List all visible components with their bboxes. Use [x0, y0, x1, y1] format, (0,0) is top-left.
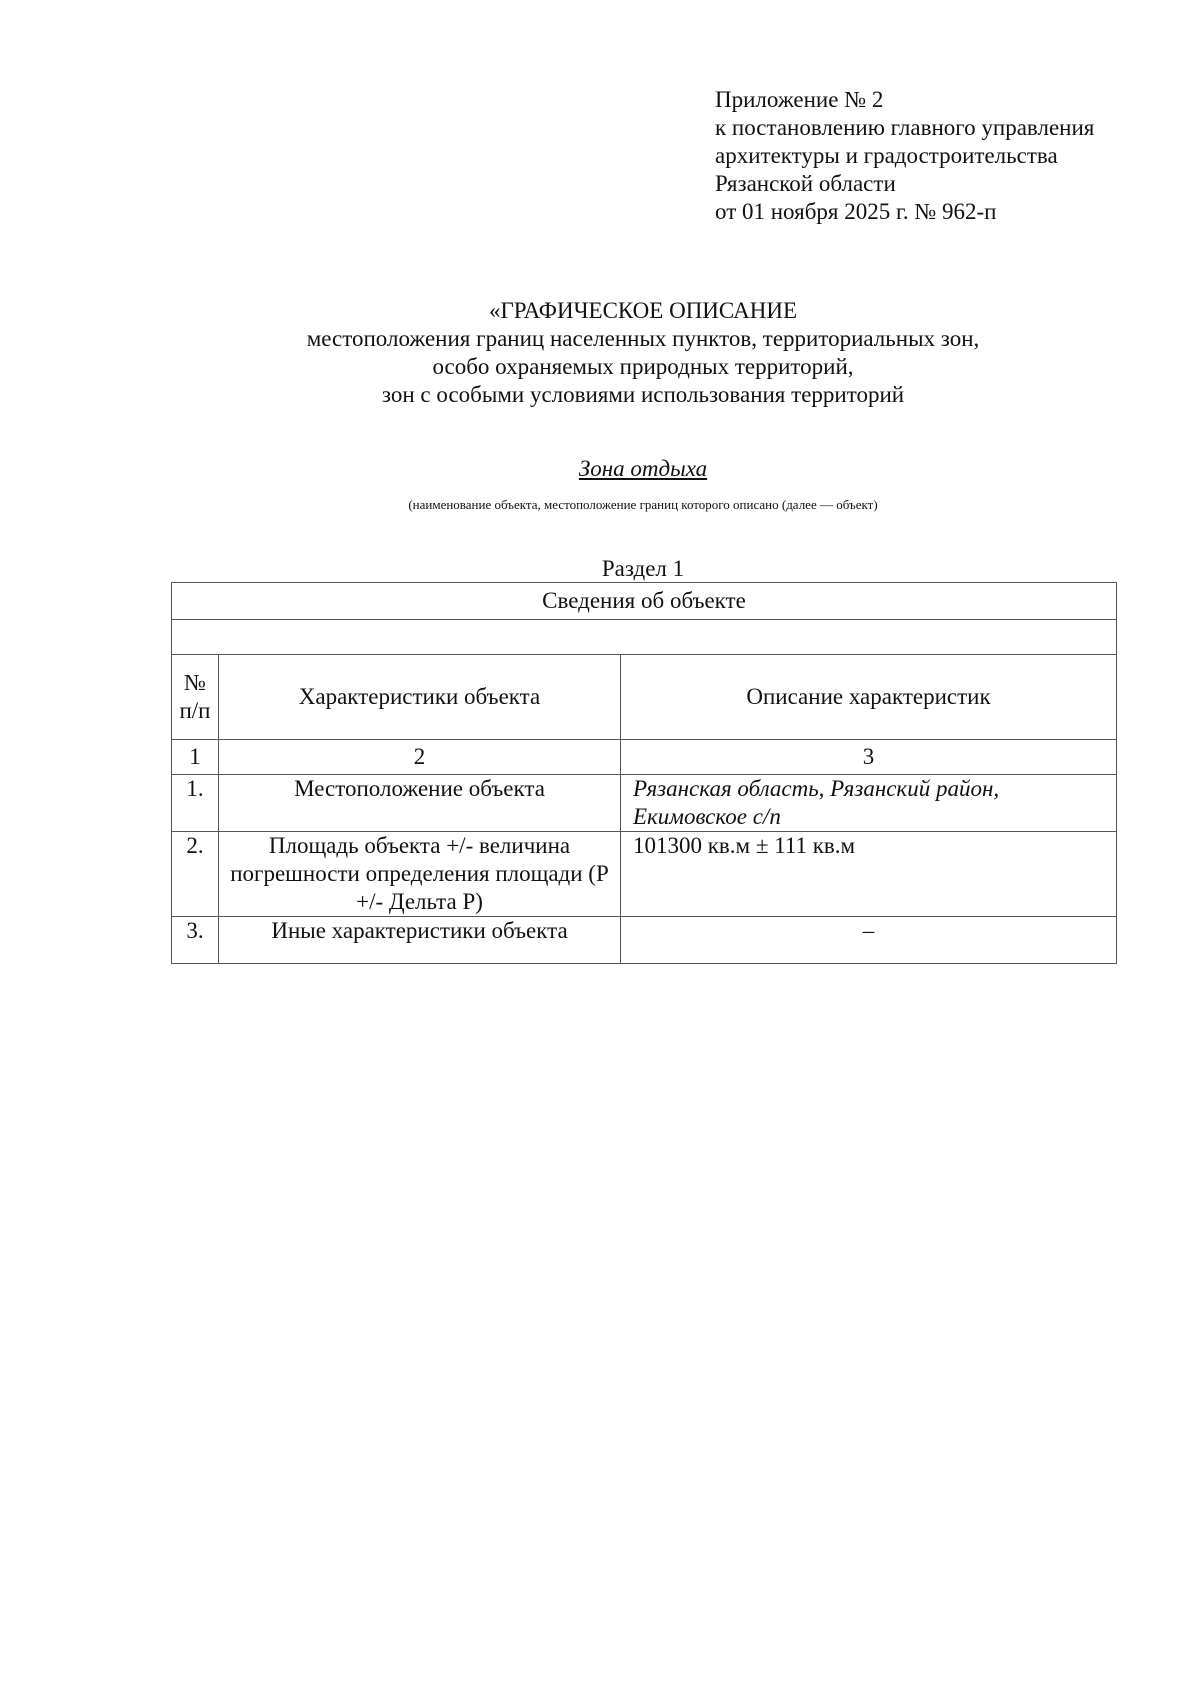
table-empty-row — [172, 620, 1117, 655]
title-line: особо охраняемых природных территорий, — [432, 354, 854, 379]
row-characteristic: Площадь объекта +/- величина погрешности определения площади (Р +/- Дельта Р) — [219, 832, 621, 917]
row-number: 3. — [172, 917, 219, 964]
column-number: 3 — [621, 740, 1117, 775]
column-number-row — [172, 740, 1117, 775]
table-row — [172, 832, 1117, 917]
object-name: Зона отдыха — [578, 456, 708, 481]
row-characteristic: Местоположение объекта — [219, 775, 621, 832]
row-number: 2. — [172, 832, 219, 917]
row-description: 101300 кв.м ± 111 кв.м — [621, 832, 1117, 917]
table-title: Сведения об объекте — [172, 583, 1117, 620]
appendix-date-number: от 01 ноября 2025 г. № 962-п — [715, 199, 997, 224]
table-row — [172, 775, 1117, 832]
appendix-header — [715, 86, 1175, 226]
column-number: 2 — [219, 740, 621, 775]
table-header-row — [172, 655, 1117, 740]
header-characteristic: Характеристики объекта — [219, 655, 621, 740]
row-description: Рязанская область, Рязанский район, Екимовское с/п — [621, 775, 1117, 832]
title-line: зон с особыми условиями использования территорий — [381, 382, 905, 407]
row-number: 1. — [172, 775, 219, 832]
header-description: Описание характеристик — [621, 655, 1117, 740]
section-label: Раздел 1 — [601, 556, 685, 581]
object-info-table — [171, 582, 1117, 964]
appendix-number: Приложение № 2 — [715, 87, 884, 112]
object-caption: (наименование объекта, местоположение границ которого описано (далее — объект) — [408, 497, 878, 512]
appendix-reference-line: Рязанской области — [715, 171, 896, 196]
row-description: – — [621, 917, 1117, 964]
column-number: 1 — [172, 740, 219, 775]
document-title — [0, 297, 1200, 409]
title-line: местоположения границ населенных пунктов, территориальных зон, — [306, 326, 980, 351]
title-line: «ГРАФИЧЕСКОЕ ОПИСАНИЕ — [488, 298, 797, 323]
row-characteristic: Иные характеристики объекта — [219, 917, 621, 964]
table-row — [172, 917, 1117, 964]
header-number: № п/п — [172, 655, 219, 740]
appendix-reference-line: архитектуры и градостроительства — [715, 143, 1058, 168]
table-title-row — [172, 583, 1117, 620]
appendix-reference-line: к постановлению главного управления — [715, 115, 1095, 140]
empty-cell — [172, 620, 1117, 655]
